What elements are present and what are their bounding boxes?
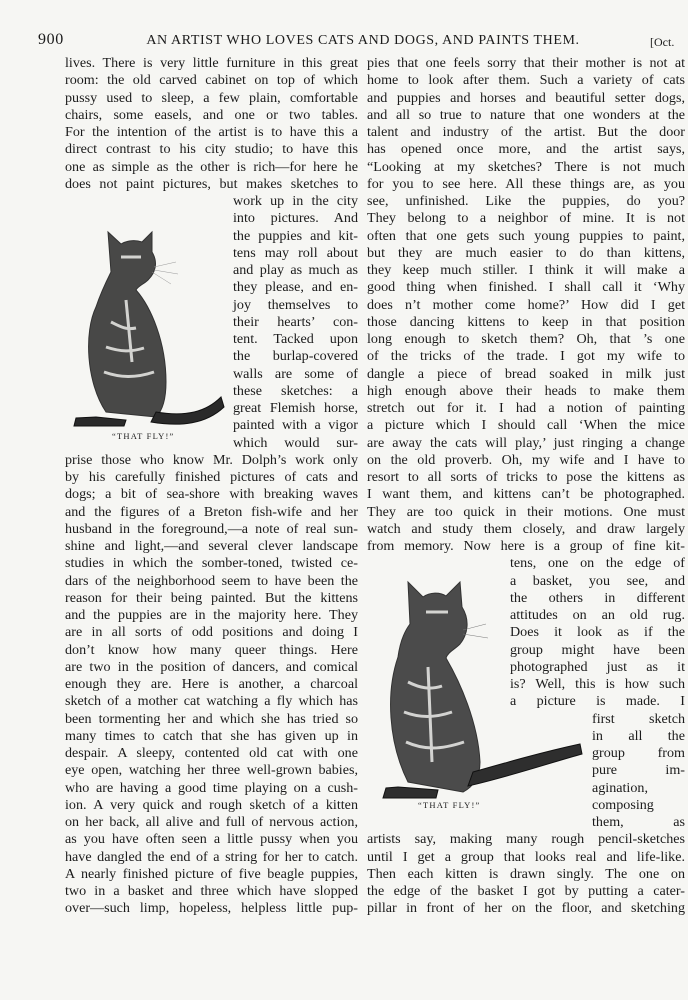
text-line: attitudes on an old rug. [510, 607, 685, 623]
text-line: eye open, watching her three well-grown babies, [65, 762, 358, 779]
text-line: great Flemish horse, [233, 400, 358, 416]
text-line: which would sur- [233, 434, 358, 451]
text-line: and the figures of a Breton fish-wife and her [65, 503, 358, 520]
text-line: the edge of the basket I got by putting a cater- [367, 883, 685, 899]
text-line: their hearts’ con- [233, 313, 358, 330]
text-line: stretch out for it. I had a notion of painting [367, 400, 685, 416]
text-line: been tormenting her and which she has tried so [65, 710, 358, 727]
text-line: does n’t mother come home?’ How did I get [367, 296, 685, 313]
text-line: see, unfinished. Like the puppies, do you? [367, 193, 685, 209]
text-line: as you have often seen a little pussy when you [65, 831, 358, 848]
text-line: into pictures. And [233, 210, 358, 227]
text-line: first sketch [592, 710, 685, 727]
text-line: are in all sorts of odd positions and doing I [65, 624, 358, 641]
text-line: does not paint pictures, but makes sketches to [65, 175, 358, 192]
text-line: on the old proverb. Oh, my wife and I have to [367, 451, 685, 468]
text-line: group from [592, 745, 685, 761]
text-line: two in a basket and three which have slopped [65, 883, 358, 899]
text-line: joy themselves to [233, 296, 358, 313]
issue-month: [Oct. [650, 35, 675, 49]
text-line: tens, one on the edge of [510, 555, 685, 572]
text-line: They are too quick in their motions. One must [367, 503, 685, 520]
figure-caption: “THAT FLY!” [112, 431, 175, 441]
text-line: group might have been [510, 641, 685, 658]
text-line: on her back, all alive and full of nervous action, [65, 814, 358, 830]
page-number: 900 [38, 31, 64, 48]
text-line: and puppies and horses and beautiful setter dogs, [367, 89, 685, 106]
text-line: have dangled the end of a string for her to catch. [65, 848, 358, 865]
text-line: resort to all sorts of tricks to pose the kittens as [367, 469, 685, 485]
text-line: A nearly finished picture of five beagle puppies, [65, 865, 358, 882]
text-line: them, as [592, 814, 685, 830]
text-line: over—such limp, hopeless, helpless little pup- [65, 900, 358, 917]
text-line: They belong to a neighbor of mine. It is not [367, 210, 685, 227]
text-line: artists say, making many rough pencil-sketches [367, 831, 685, 848]
text-line: a picture which I should call ‘When the mice [367, 417, 685, 434]
text-line: and the puppies are in the majority here. They [65, 607, 358, 623]
text-line: but they are much easier to do than kittens, [367, 244, 685, 261]
cat-sketch-illustration [66, 212, 226, 432]
text-line: is? Well, this is how such [510, 676, 685, 692]
text-line: has opened once more, and the artist says, [367, 141, 685, 158]
text-line: work up in the city [233, 193, 358, 209]
text-line: prise those who know Mr. Dolph’s work only [65, 451, 358, 468]
text-line: by his carefully finished pictures of cats and [65, 469, 358, 485]
text-line: pussy used to sleep, a few plain, comfortable [65, 89, 358, 106]
text-line: home to look after them. Such a variety of cats [367, 72, 685, 89]
text-line: dars of the neighborhood seem to have been the [65, 572, 358, 589]
text-line: those dancing kittens to keep in that position [367, 313, 685, 330]
text-line: composing [592, 796, 654, 813]
text-line: husband in the foreground,—a note of real sun- [65, 520, 358, 537]
text-line: pies that one feels sorry that their mother is not at [367, 55, 685, 71]
text-line: a basket, you see, and [510, 572, 685, 589]
text-line: agination, [592, 779, 648, 796]
text-line: lives. There is very little furniture in this great [65, 55, 358, 71]
text-line: I want them, and kittens can’t be photographed. [367, 486, 685, 503]
text-line: reason for their being painted. But the kittens [65, 589, 358, 606]
text-line: are away the cats will play,’ just ringing a change [367, 434, 685, 451]
text-line: Then each kitten is drawn singly. The one on [367, 865, 685, 882]
text-line: they keep much stiller. I think it will make a [367, 262, 685, 278]
text-line: studies in which the somber-toned, twisted ce- [65, 555, 358, 572]
text-line: from memory. Now here is a group of fine kit- [367, 538, 685, 554]
text-line: watch and study them closely, and draw largely [367, 520, 685, 537]
cat-sketch-illustration [368, 572, 588, 802]
text-line: until I get a group that looks real and life-like. [367, 848, 685, 865]
text-line: ion. A very quick and rough sketch of a kitten [65, 796, 358, 813]
text-line: despair. A sleepy, contented old cat with one [65, 745, 358, 761]
text-line: of the tricks of the trade. I got my wife to [367, 348, 685, 365]
text-line: direct contrast to his city studio; to have this [65, 141, 358, 158]
text-line: “Looking at my sketches? There is not much [367, 158, 685, 175]
text-line: sketch of a mother cat watching a fly which has [65, 693, 358, 710]
text-line: Does it look as if the [510, 624, 685, 641]
text-line: a picture is made. I [510, 693, 685, 710]
running-title: AN ARTIST WHO LOVES CATS AND DOGS, AND PAINTS THEM. [146, 33, 580, 48]
text-line: for you to see here. All these things are, as you [367, 175, 685, 192]
text-line: For the intention of the artist is to have this a [65, 124, 358, 140]
figure-caption: “THAT FLY!” [418, 800, 481, 810]
text-line: and all so true to nature that one wonders at the [367, 106, 685, 123]
text-line: one as simple as the other is rich—for here he [65, 158, 358, 175]
text-line: pure im- [592, 762, 685, 779]
text-line: in all the [592, 727, 685, 744]
text-line: pillar in front of her on the floor, and sketching [367, 900, 685, 917]
text-line: enough they are. Here is another, a charcoal [65, 676, 358, 692]
text-line: they please, and en- [233, 279, 358, 296]
text-line: tens may roll about [233, 244, 358, 261]
text-line: are two in the position of dancers, and comical [65, 658, 358, 675]
text-line: who are having a good time playing on a cush- [65, 779, 358, 796]
text-line: long enough to sketch them? Oh, that ’s one [367, 331, 685, 347]
text-line: painted with a vigor [233, 417, 358, 434]
text-line: the others in different [510, 589, 685, 606]
text-line: the burlap-covered [233, 348, 358, 365]
text-line: the puppies and kit- [233, 227, 358, 244]
text-line: often that one gets such young puppies to paint, [367, 227, 685, 244]
text-line: many times to catch that she has given up in [65, 727, 358, 744]
text-line: chairs, some easels, and one or two tables. [65, 106, 358, 123]
text-line: good thing when finished. I shall call it ‘Why [367, 279, 685, 296]
text-line: and play as much as [233, 262, 358, 278]
text-line: don’t know how many queer things. Here [65, 641, 358, 658]
text-line: dangle a piece of bread soaked in milk just [367, 365, 685, 382]
text-line: talent and industry of the artist. But the door [367, 124, 685, 140]
text-line: dogs; a bit of sea-shore with breaking waves [65, 486, 358, 503]
text-line: shine and light,—and several clever landscape [65, 538, 358, 554]
text-line: these sketches: a [233, 382, 358, 399]
left-text-column [65, 55, 358, 918]
text-line: tent. Tacked upon [233, 331, 358, 347]
text-line: room: the old carved cabinet on top of which [65, 72, 358, 89]
text-line: photographed just as it [510, 658, 685, 675]
text-line: high enough above their heads to make them [367, 382, 685, 399]
text-line: walls are some of [233, 365, 358, 382]
